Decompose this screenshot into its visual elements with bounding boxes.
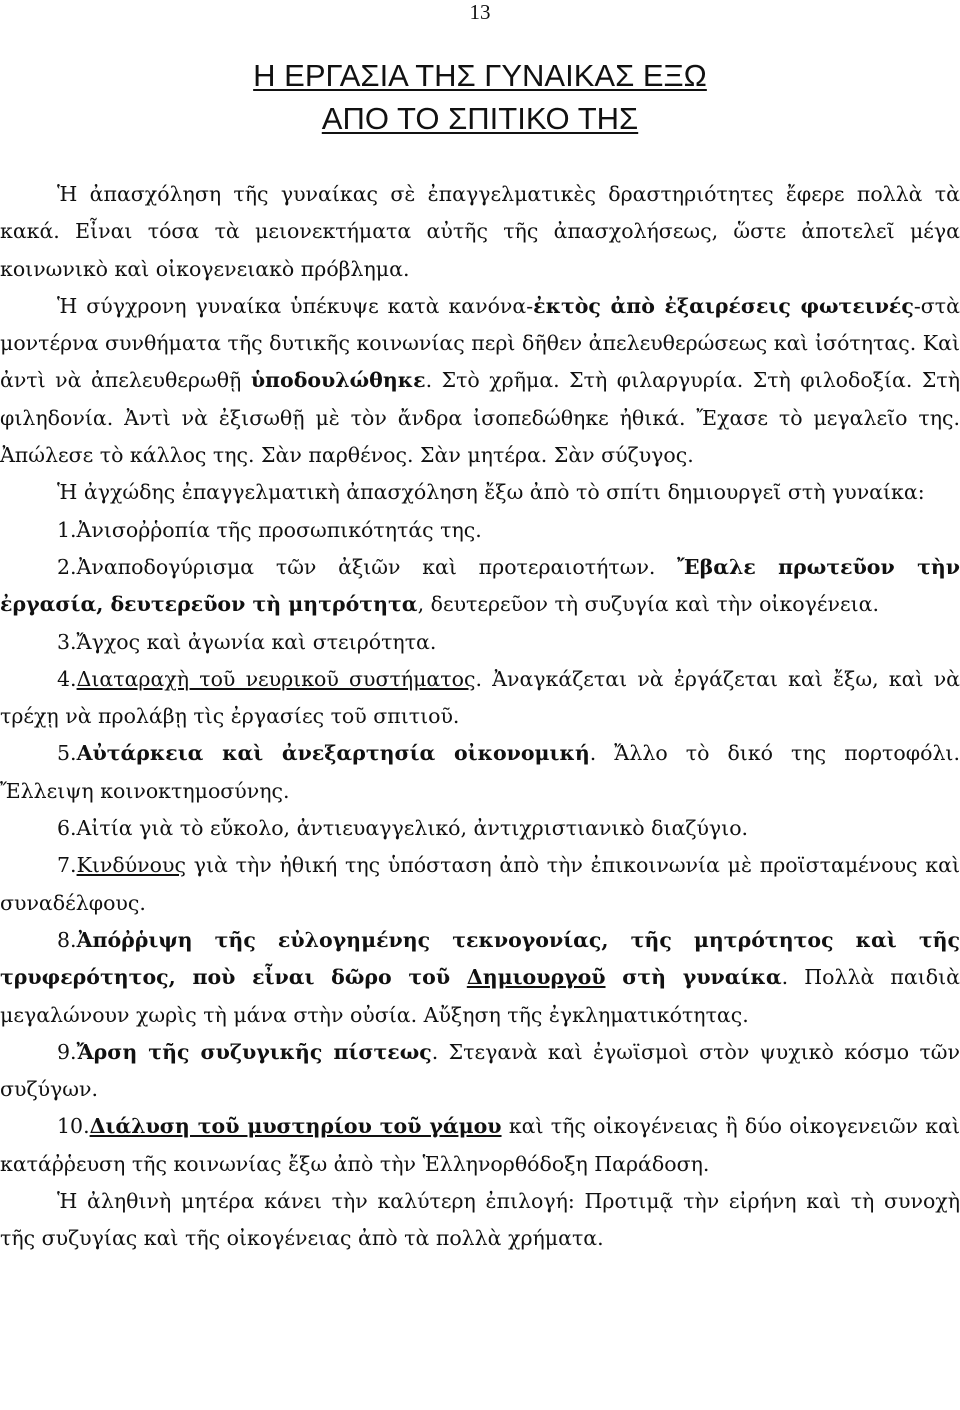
list-item-2 <box>0 549 960 624</box>
list-item-5 <box>0 735 960 810</box>
text-run: . Ἀναγκάζεται νὰ ἐργάζεται καὶ ἔξω, καὶ νὰ τρέχῃ νὰ προλάβῃ τὶς ἐργασίες τοῦ σπιτιοῦ. <box>0 666 960 729</box>
list-item-4 <box>0 661 960 736</box>
bold-phrase: ὑποδουλώθηκε <box>250 368 426 393</box>
page-title-line-2: ΑΠΟ ΤΟ ΣΠΙΤΙΚΟ ΤΗΣ <box>321 101 639 136</box>
bold-phrase: στὴ γυναίκα <box>605 965 782 990</box>
item-number: 10. <box>57 1114 90 1139</box>
text-run: . Στεγανὰ καὶ ἐγωϊσμοὶ στὸν ψυχικὸ κόσμο τῶν συζύγων. <box>0 1039 960 1102</box>
underlined-phrase: Διαταραχὴ τοῦ νευρικοῦ συστήματος <box>76 666 476 691</box>
text-run: καὶ τῆς οἰκογένειας ἢ δύο οἰκογενειῶν καὶ κατάῤῥευση τῆς κοινωνίας ἔξω ἀπὸ τὴν Ἑλληνορθόδοξη Παράδοση. <box>0 1114 960 1176</box>
text-run: . Ἄλλο τὸ δικό της πορτοφόλι. Ἔλλειψη κοινοκτημοσύνης. <box>0 741 960 803</box>
list-item-7 <box>0 847 960 922</box>
closing-paragraph: Ἡ ἀληθινὴ μητέρα κάνει τὴν καλύτερη ἐπιλογή: Προτιμᾷ τὴν εἰρήνη καὶ τὴ συνοχὴ τῆς συζυγίας καὶ τῆς οἰκογένειας ἀπὸ τὰ πολλὰ χρήματα. <box>0 1189 960 1251</box>
underlined-bold-phrase: Διάλυση τοῦ μυστηρίου τοῦ γάμου <box>89 1114 502 1139</box>
bold-phrase: Ἔβαλε πρωτεῦον τὴν ἐργασία, δευτερεῦον τὴ μητρότητα <box>0 554 960 617</box>
page-number: 13 <box>469 0 491 24</box>
page-title-line-1: Η ΕΡΓΑΣΙΑ ΤΗΣ ΓΥΝΑΙΚΑΣ ΕΞΩ <box>253 58 707 93</box>
bold-phrase: Αὐτάρκεια καὶ ἀνεξαρτησία οἰκονομική <box>76 741 590 766</box>
text-run: . Στὸ χρῆμα. Στὴ φιλαργυρία. Στὴ φιλοδοξία. Στὴ φιληδονία. Ἀντὶ νὰ ἐξισωθῇ μὲ τὸν ἄνδρα ἰσοπεδώθηκε ἠθικά. Ἔχασε τὸ μεγαλεῖο της. Ἀπώλεσε τὸ κάλλος της. Σὰν παρθένος. Σὰν μητέρα. Σὰν σύζυγος. <box>0 368 960 468</box>
list-item-8 <box>0 922 960 1034</box>
underlined-bold-phrase: Δημιουργοῦ <box>466 965 606 990</box>
item-number: 7. <box>57 853 77 878</box>
item-number: 5. <box>57 741 77 766</box>
underlined-phrase: Κινδύνους <box>76 853 186 878</box>
article-body <box>0 176 960 1258</box>
bold-phrase: Ἄρση τῆς συζυγικῆς πίστεως <box>76 1039 432 1064</box>
item-number: 4. <box>57 666 77 691</box>
intro-paragraph: Ἡ ἀπασχόληση τῆς γυναίκας σὲ ἐπαγγελματικὲς δραστηριότητες ἔφερε πολλὰ τὰ κακά. Εἶναι τόσα τὰ μειονεκτήματα αὐτῆς τῆς ἀπασχολήσεως, ὥστε ἀποτελεῖ μέγα κοινωνικὸ καὶ οἰκογενειακὸ πρόβλημα. <box>0 182 960 281</box>
text-run: γιὰ τὴν ἠθική της ὑπόσταση ἀπὸ τὴν ἐπικοινωνία μὲ προϊσταμένους καὶ συναδέλφους. <box>0 853 960 915</box>
item-number: 9. <box>57 1039 77 1064</box>
text-run: . Πολλὰ παιδιὰ μεγαλώνουν χωρὶς τὴ μάνα στὴν οὐσία. Αὔξηση τῆς ἐγκληματικότητας. <box>0 965 960 1027</box>
consequences-intro: Ἡ ἀγχώδης ἐπαγγελματικὴ ἀπασχόληση ἔξω ἀπὸ τὸ σπίτι δημιουργεῖ στὴ γυναίκα: <box>57 480 925 505</box>
text-run: Ἀναποδογύρισμα τῶν ἀξιῶν καὶ προτεραιοτήτων. <box>76 554 678 579</box>
list-item-1: 1.Ἀνισοῤῥοπία τῆς προσωπικότητάς της. <box>57 517 482 542</box>
item-number: 8. <box>57 927 77 952</box>
text-run: Ἡ σύγχρονη γυναίκα ὑπέκυψε κατὰ κανόνα- <box>57 293 534 318</box>
text-run: , δευτερεῦον τὴ συζυγία καὶ τὴν οἰκογένεια. <box>417 592 879 617</box>
list-item-6: 6.Αἰτία γιὰ τὸ εὔκολο, ἀντιευαγγελικό, ἀντιχριστιανικὸ διαζύγιο. <box>57 816 749 841</box>
list-item-9 <box>0 1034 960 1109</box>
list-item-10 <box>0 1108 960 1183</box>
modern-woman-paragraph <box>0 288 960 474</box>
text-run: -στὰ μοντέρνα συνθήματα τῆς δυτικῆς κοινωνίας περὶ δῆθεν ἀπελευθερώσεως καὶ ἰσότητας. Καὶ ἀντὶ νὰ ἀπελευθερωθῇ <box>0 293 960 393</box>
bold-phrase: ἐκτὸς ἀπὸ ἐξαιρέσεις φωτεινές <box>533 293 914 318</box>
bold-phrase: Ἀπόῤῥιψη τῆς εὐλογημένης τεκνογονίας, τῆς μητρότητος καὶ τῆς τρυφερότητος, ποὺ εἶναι δῶρο τοῦ <box>0 927 960 990</box>
list-item-3: 3.Ἄγχος καὶ ἀγωνία καὶ στειρότητα. <box>57 629 437 654</box>
item-number: 2. <box>57 554 77 579</box>
